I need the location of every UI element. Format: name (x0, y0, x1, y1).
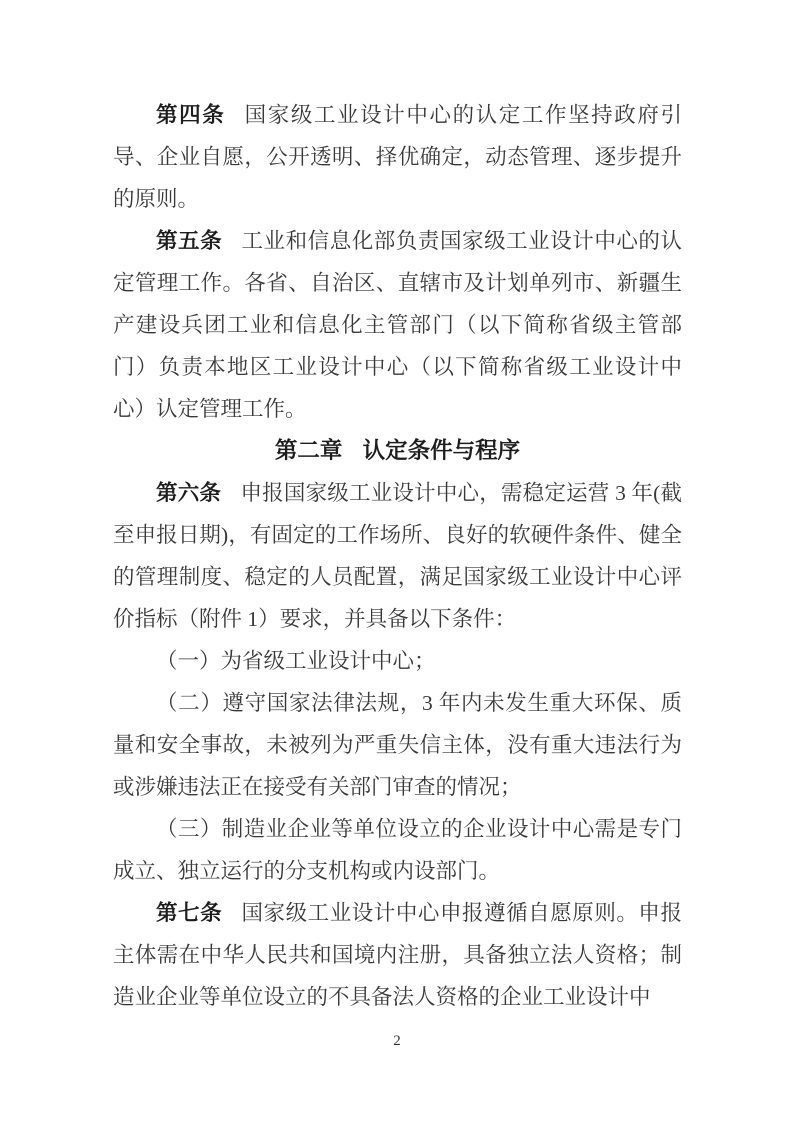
condition-item-1-text: （一）为省级工业设计中心； (156, 649, 436, 673)
chapter-title: 认定条件与程序 (362, 438, 521, 463)
condition-item-3 (113, 808, 682, 892)
article-4-label: 第四条 (156, 103, 226, 127)
article-5-paragraph (113, 220, 682, 430)
document-body (113, 94, 682, 1018)
article-7-paragraph (113, 892, 682, 1018)
article-4-paragraph (113, 94, 682, 220)
article-5-label: 第五条 (156, 229, 223, 253)
chapter-heading (113, 430, 682, 472)
condition-item-3-text: （三）制造业企业等单位设立的企业设计中心需是专门成立、独立运行的分支机构或内设部门。 (113, 817, 682, 883)
article-6-text: 申报国家级工业设计中心，需稳定运营 3 年(截至申报日期)，有固定的工作场所、良好的软硬件条件、健全的管理制度、稳定的人员配置，满足国家级工业设计中心评价指标（附件 1）要求，并具备以下条件： (113, 481, 682, 631)
article-7-text: 国家级工业设计中心申报遵循自愿原则。申报主体需在中华人民共和国境内注册，具备独立法人资格；制造业企业等单位设立的不具备法人资格的企业工业设计中 (113, 901, 682, 1009)
condition-item-2-text: （二）遵守国家法律法规，3 年内未发生重大环保、质量和安全事故，未被列为严重失信主体，没有重大违法行为或涉嫌违法正在接受有关部门审查的情况； (113, 691, 682, 799)
article-6-label: 第六条 (156, 481, 222, 505)
article-7-label: 第七条 (156, 901, 223, 925)
page-number: 2 (393, 1033, 401, 1049)
article-5-text: 工业和信息化部负责国家级工业设计中心的认定管理工作。各省、自治区、直辖市及计划单列市、新疆生产建设兵团工业和信息化主管部门（以下简称省级主管部门）负责本地区工业设计中心（以下简称省级工业设计中心）认定管理工作。 (113, 229, 682, 421)
article-4-text: 国家级工业设计中心的认定工作坚持政府引导、企业自愿，公开透明、择优确定，动态管理、逐步提升的原则。 (113, 103, 682, 211)
article-6-paragraph (113, 472, 682, 640)
condition-item-1 (113, 640, 682, 682)
chapter-number: 第二章 (274, 438, 343, 463)
condition-item-2 (113, 682, 682, 808)
